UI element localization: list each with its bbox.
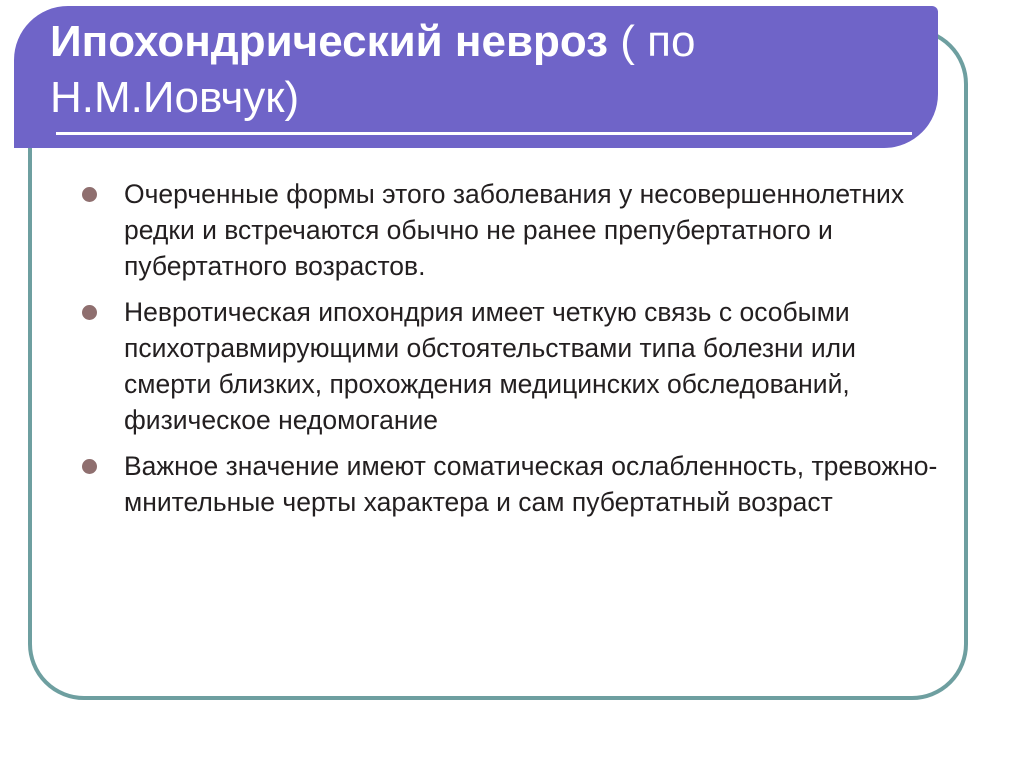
page-title-bold: Ипохондрический невроз [50, 17, 609, 66]
list-item [68, 448, 948, 520]
title-underline [56, 132, 912, 135]
list-item-text: Важное значение имеют соматическая ослабленность, тревожно-мнительные черты характера и сам пубертатный возраст [124, 451, 938, 517]
list-item-text: Очерченные формы этого заболевания у несовершеннолетних редки и встречаются обычно не ранее препубертатного и пубертатного возрастов. [124, 179, 905, 281]
page-title [50, 14, 920, 126]
list-item [68, 294, 948, 438]
page-title-rest: ( по Н.М.Иовчук) [50, 17, 696, 122]
bullet-dot-icon [82, 459, 97, 474]
list-item-text: Невротическая ипохондрия имеет четкую связь с особыми психотравмирующими обстоятельствами типа болезни или смерти близких, прохождения медицинских обследований, физическое недомогание [124, 297, 856, 435]
bullet-dot-icon [82, 305, 97, 320]
slide-content [68, 176, 948, 530]
title-banner [14, 6, 938, 148]
bullet-dot-icon [82, 187, 97, 202]
bullet-list [68, 176, 948, 520]
list-item [68, 176, 948, 284]
